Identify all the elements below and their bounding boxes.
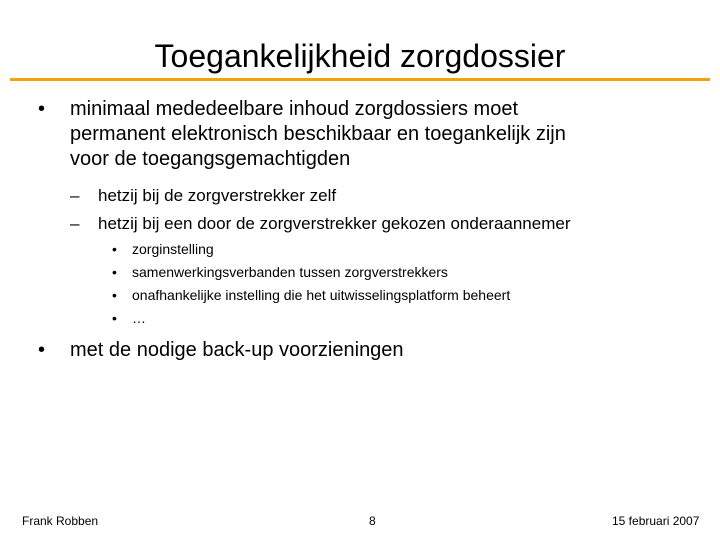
bullet-text-line: met de nodige back-up voorzieningen <box>70 339 404 361</box>
title-underline <box>10 78 710 81</box>
sub-sub-bullet-text: onafhankelijke instelling die het uitwisselingsplatform beheert <box>132 287 511 303</box>
bullet-text-line: minimaal mededeelbare inhoud zorgdossiers moet <box>70 98 519 120</box>
sub-sub-bullet-item <box>112 307 692 330</box>
sub-sub-bullet-text: zorginstelling <box>132 241 214 257</box>
bullet-marker: • <box>38 98 46 120</box>
dash-marker: – <box>70 214 80 233</box>
bullet-item <box>30 338 690 363</box>
sub-sub-bullet-item <box>112 261 692 284</box>
sub-sub-bullet-item <box>112 284 692 307</box>
sub-sub-bullet-text: samenwerkingsverbanden tussen zorgverstrekkers <box>132 264 448 280</box>
bullet-marker: • <box>112 287 117 303</box>
sub-bullet-text: hetzij bij een door de zorgverstrekker gekozen onderaannemer <box>98 214 571 233</box>
footer-date: 15 februari 2007 <box>612 514 700 528</box>
slide-title: Toegankelijkheid zorgdossier <box>154 38 566 74</box>
bullet-text-line: voor de toegangsgemachtigden <box>70 148 351 170</box>
sub-bullet-item <box>70 185 690 207</box>
sub-sub-bullet-text: … <box>132 310 146 326</box>
bullet-item <box>30 97 690 172</box>
bullet-marker: • <box>112 241 117 257</box>
sub-bullet-text: hetzij bij de zorgverstrekker zelf <box>98 186 337 205</box>
sub-bullet-item <box>70 213 690 235</box>
dash-marker: – <box>70 186 80 205</box>
sub-sub-bullet-item <box>112 238 692 261</box>
footer-page-number: 8 <box>369 514 376 528</box>
bullet-marker: • <box>112 310 117 326</box>
bullet-marker: • <box>38 339 46 361</box>
bullet-text-line: permanent elektronisch beschikbaar en toegankelijk zijn <box>70 123 566 145</box>
footer-author: Frank Robben <box>22 514 99 528</box>
bullet-marker: • <box>112 264 117 280</box>
